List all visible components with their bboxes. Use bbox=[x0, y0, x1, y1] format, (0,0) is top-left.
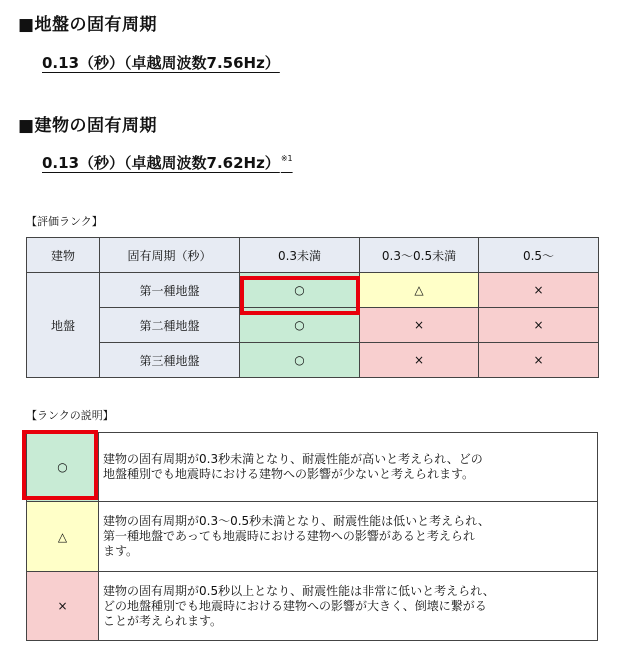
rank-table-caption: 【評価ランク】 bbox=[26, 215, 103, 228]
rank-cell: ○ bbox=[240, 308, 360, 343]
ground-period-heading: ■地盤の固有周期 bbox=[18, 15, 158, 35]
rank-cell: ○ bbox=[240, 273, 360, 308]
table-row bbox=[27, 572, 598, 641]
rank-cell: × bbox=[479, 273, 599, 308]
rank-symbol-caution: △ bbox=[27, 502, 99, 572]
header-period: 固有周期（秒） bbox=[100, 238, 240, 273]
row-group-ground: 地盤 bbox=[27, 273, 100, 378]
description-line: 第一種地盤であっても地震時における建物への影響があると考えられ bbox=[103, 529, 475, 543]
table-row bbox=[27, 502, 598, 572]
header-under-0-3: 0.3未満 bbox=[240, 238, 360, 273]
description-line: 建物の固有周期が0.5秒以上となり、耐震性能は非常に低いと考えられ、 bbox=[103, 583, 495, 598]
table-row bbox=[27, 433, 598, 502]
description-line: どの地盤種別でも地震時における建物への影響が大きく、倒壊に繋がる bbox=[103, 598, 487, 613]
rank-table bbox=[26, 237, 599, 378]
rank-symbol-bad: × bbox=[27, 572, 99, 641]
rank-description bbox=[99, 502, 598, 572]
rank-cell: × bbox=[360, 343, 479, 378]
description-line: ことが考えられます。 bbox=[103, 613, 223, 628]
rank-cell: × bbox=[479, 343, 599, 378]
row-label: 第三種地盤 bbox=[100, 343, 240, 378]
row-label: 第二種地盤 bbox=[100, 308, 240, 343]
header-building: 建物 bbox=[27, 238, 100, 273]
description-line: ます。 bbox=[103, 544, 139, 558]
building-period-value-text: 0.13（秒）（卓越周波数7.62Hz） bbox=[42, 154, 280, 172]
table-row bbox=[27, 308, 599, 343]
rank-description bbox=[99, 572, 598, 641]
row-label: 第一種地盤 bbox=[100, 273, 240, 308]
building-period-heading: ■建物の固有周期 bbox=[18, 116, 158, 136]
rank-symbol-good: ○ bbox=[27, 433, 99, 502]
table-row bbox=[27, 273, 599, 308]
header-0-3-to-0-5: 0.3〜0.5未満 bbox=[360, 238, 479, 273]
table-row bbox=[27, 343, 599, 378]
footnote-mark: ※1 bbox=[280, 154, 293, 163]
header-over-0-5: 0.5〜 bbox=[479, 238, 599, 273]
description-line: 地盤種別でも地震時における建物への影響が少ないと考えられます。 bbox=[103, 467, 475, 481]
rank-cell: × bbox=[479, 308, 599, 343]
rank-table-header-row bbox=[27, 238, 599, 273]
building-period-value bbox=[42, 152, 293, 173]
rank-description bbox=[99, 433, 598, 502]
ground-period-value: 0.13（秒）（卓越周波数7.56Hz） bbox=[42, 54, 280, 72]
explain-table bbox=[26, 432, 598, 641]
description-line: 建物の固有周期が0.3秒未満となり、耐震性能が高いと考えられ、どの bbox=[103, 452, 483, 466]
rank-cell: × bbox=[360, 308, 479, 343]
description-line: 建物の固有周期が0.3〜0.5秒未満となり、耐震性能は低いと考えられ、 bbox=[103, 514, 490, 528]
rank-cell: ○ bbox=[240, 343, 360, 378]
explain-table-caption: 【ランクの説明】 bbox=[26, 409, 114, 422]
rank-cell: △ bbox=[360, 273, 479, 308]
